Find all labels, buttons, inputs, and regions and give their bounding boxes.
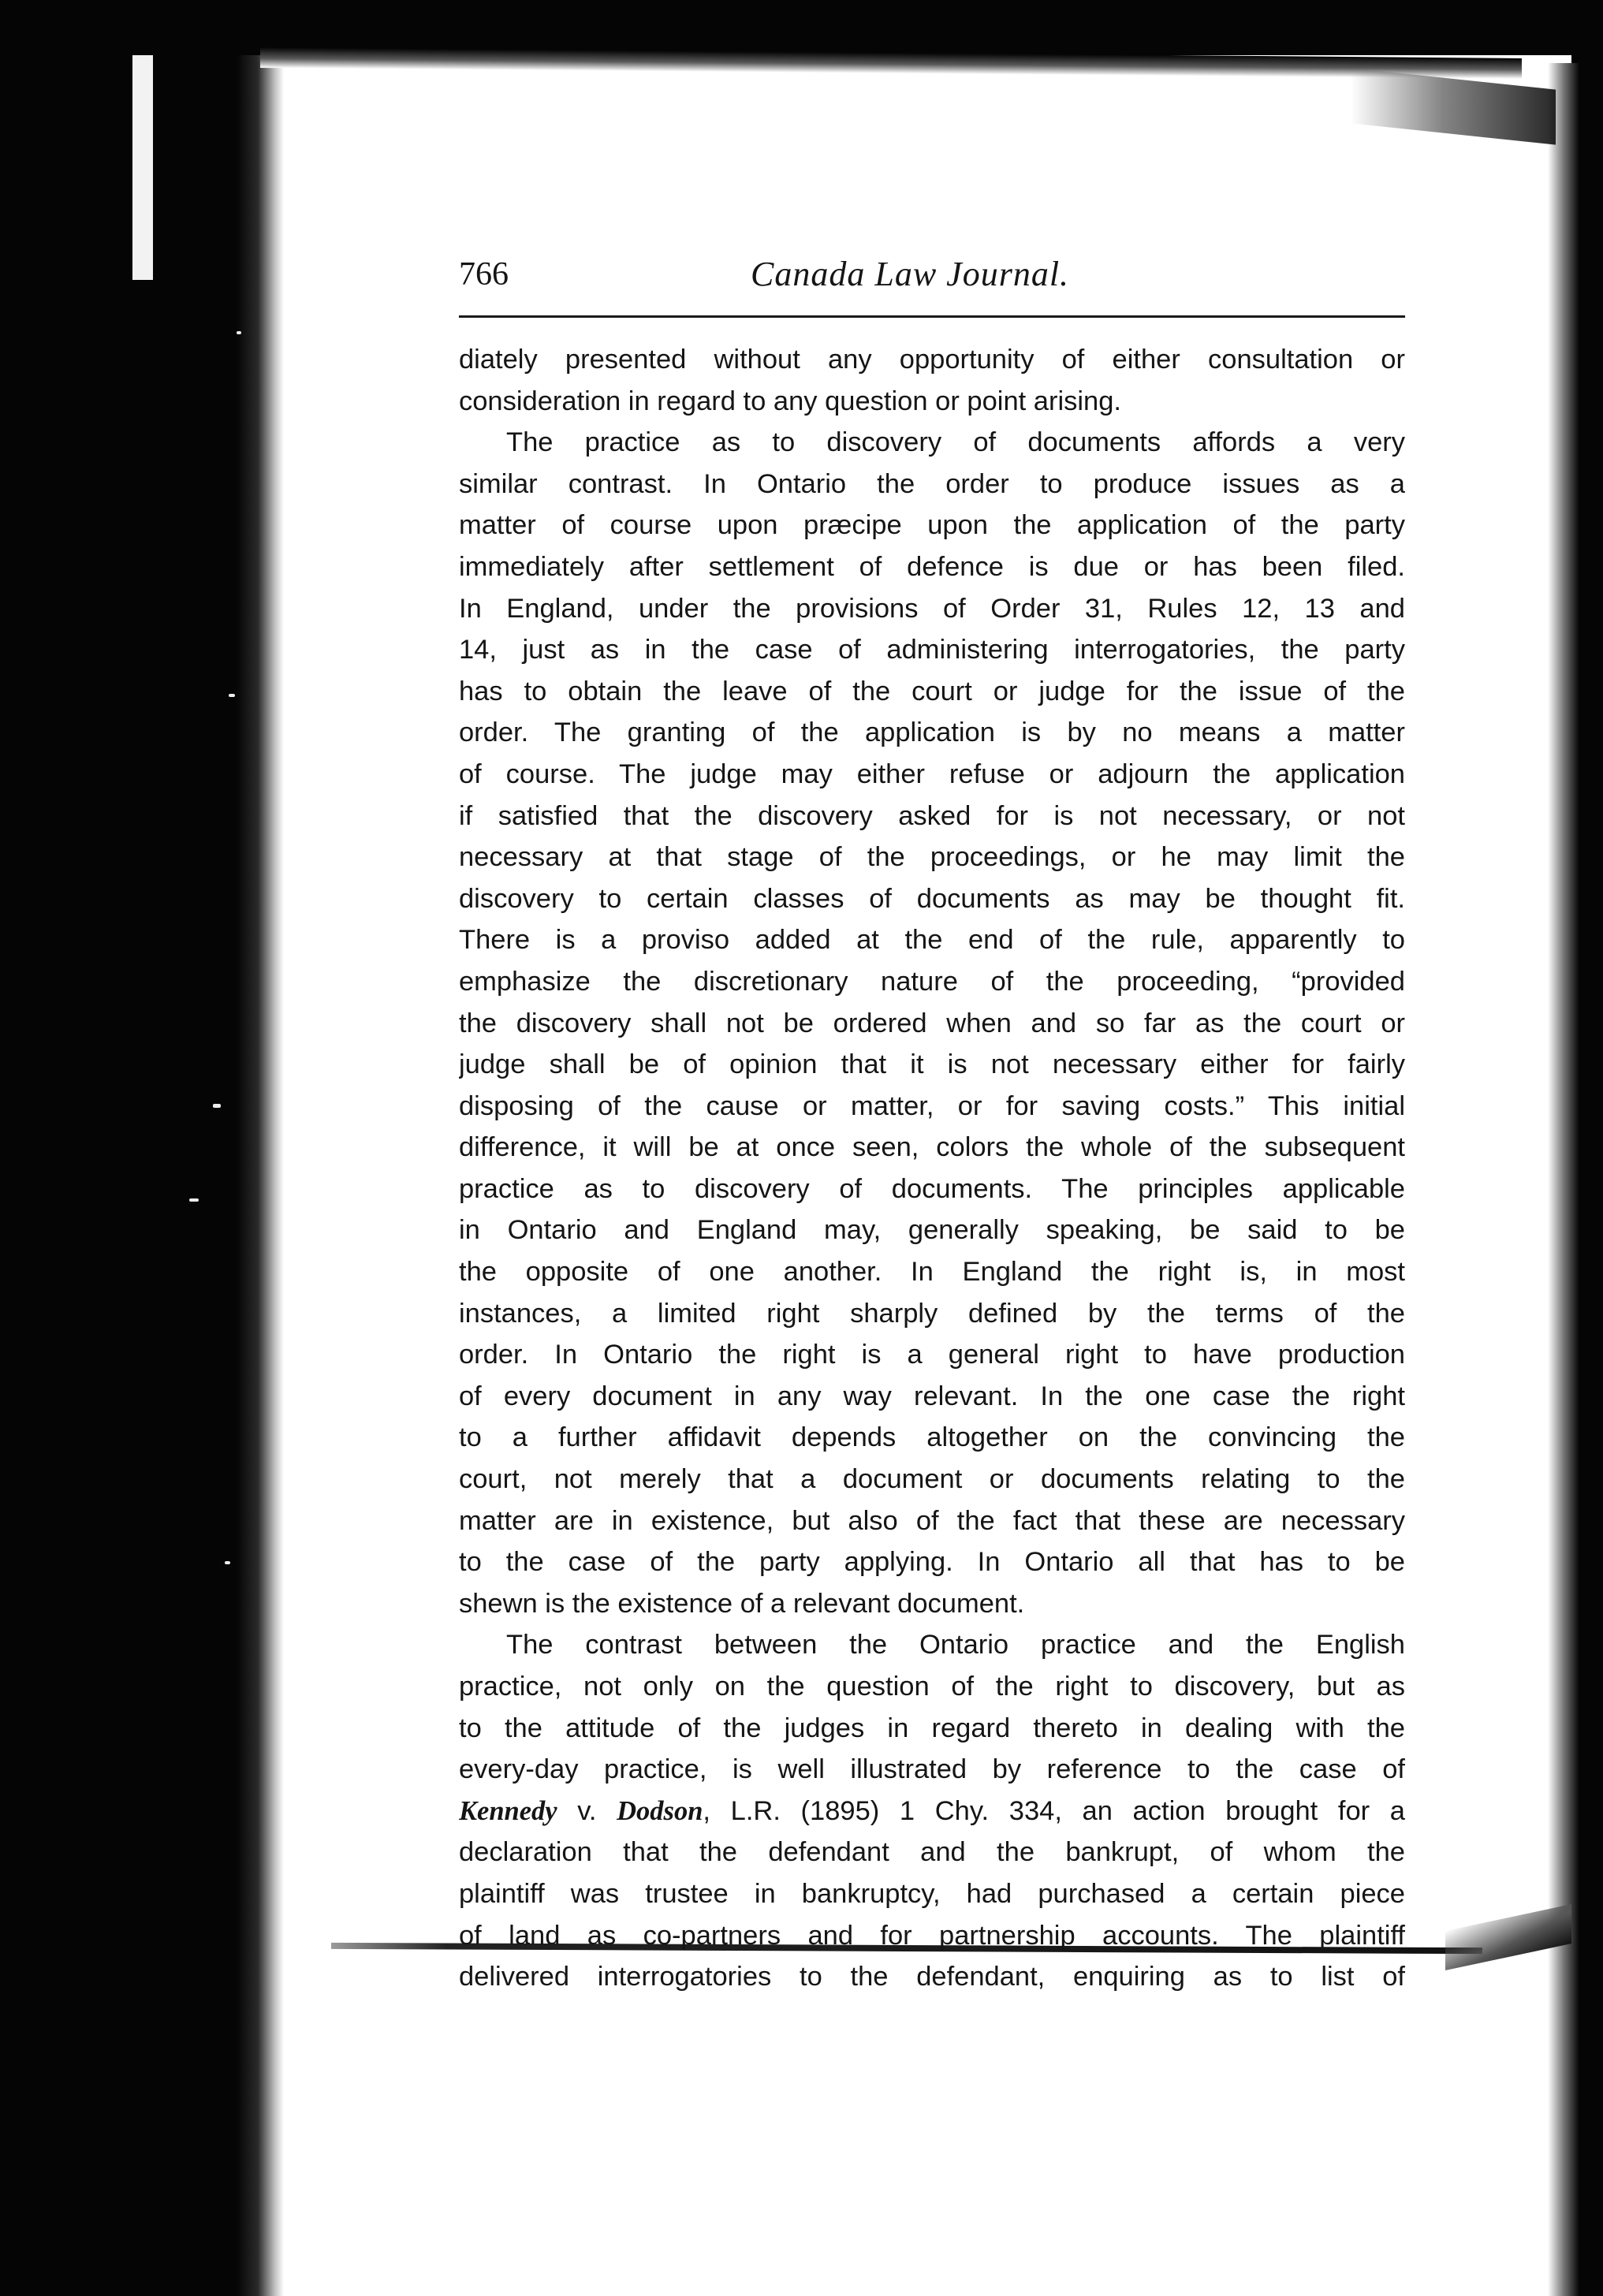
- text-line: matter are in existence, but also of the fact that these are necessary: [459, 1505, 1405, 1536]
- scan-left-border: [0, 0, 260, 2296]
- scan-top-border: [0, 0, 1603, 55]
- journal-title: Canada Law Journal.: [751, 255, 1070, 293]
- text-line: the discovery shall not be ordered when and so far as the court or: [459, 1008, 1405, 1038]
- text-line: if satisfied that the discovery asked for is not necessary, or not: [459, 800, 1405, 831]
- text-line: plaintiff was trustee in bankruptcy, had purchased a certain piece: [459, 1878, 1405, 1909]
- text-line: order. The granting of the application is by no means a matter: [459, 718, 1405, 748]
- text-line: the opposite of one another. In England the right is, in most: [459, 1257, 1405, 1288]
- text-line: has to obtain the leave of the court or judge for the issue of the: [459, 676, 1405, 706]
- text-line: to a further affidavit depends altogether on the convincing the: [459, 1422, 1405, 1453]
- scan-left-strip: [132, 43, 153, 280]
- text-line: disposing of the cause or matter, or for saving costs.” This initial: [459, 1090, 1405, 1121]
- text-line: There is a proviso added at the end of the rule, apparently to: [459, 925, 1405, 956]
- scan-right-edge: [1548, 63, 1579, 2296]
- text-line: of land as co-partners and for partnership accounts. The plaintiff: [459, 1920, 1405, 1951]
- text-line: judge shall be of opinion that it is not necessary either for fairly: [459, 1049, 1405, 1080]
- text-line: practice, not only on the question of the right to discovery, but as: [459, 1672, 1405, 1702]
- text-line: of course. The judge may either refuse or adjourn the application: [459, 758, 1405, 789]
- scan-left-edge: [237, 0, 284, 2296]
- text-line: declaration that the defendant and the bankrupt, of whom the: [459, 1837, 1405, 1868]
- text-line: instances, a limited right sharply defined by the terms of the: [459, 1298, 1405, 1329]
- text-line: to the case of the party applying. In Ontario all that has to be: [459, 1547, 1405, 1578]
- page-number: 766: [459, 256, 509, 293]
- text-line: difference, it will be at once seen, colors the whole of the subsequent: [459, 1132, 1405, 1163]
- text-line-with-case: Kennedy v. Dodson, L.R. (1895) 1 Chy. 334, an action brought for a: [459, 1795, 1405, 1826]
- text-line: matter of course upon præcipe upon the application of the party: [459, 510, 1405, 541]
- scan-speck: [213, 1104, 221, 1108]
- scan-speck: [229, 694, 235, 697]
- text-line: practice as to discovery of documents. The principles applicable: [459, 1173, 1405, 1204]
- text-line: delivered interrogatories to the defendant, enquiring as to list of: [459, 1962, 1405, 1992]
- printed-page: [459, 251, 1405, 1992]
- running-head: [459, 251, 1405, 306]
- text-line: similar contrast. In Ontario the order to produce issues as a: [459, 468, 1405, 499]
- text-line: The contrast between the Ontario practice and the English: [506, 1630, 1405, 1660]
- text-line: to the attitude of the judges in regard thereto in dealing with the: [459, 1713, 1405, 1743]
- text-line: in Ontario and England may, generally speaking, be said to be: [459, 1215, 1405, 1246]
- text-line: discovery to certain classes of documents as may be thought fit.: [459, 883, 1405, 914]
- text-line: court, not merely that a document or documents relating to the: [459, 1464, 1405, 1495]
- text-line: every-day practice, is well illustrated by reference to the case of: [459, 1754, 1405, 1785]
- text-line: consideration in regard to any question or point arising.: [459, 386, 1122, 416]
- scan-speck: [237, 331, 241, 334]
- body-text: [459, 339, 1405, 1998]
- text-line: The practice as to discovery of documents affords a very: [506, 427, 1405, 458]
- text-line: shewn is the existence of a relevant document.: [459, 1588, 1025, 1619]
- text-line: immediately after settlement of defence is due or has been filed.: [459, 551, 1405, 582]
- text-line: necessary at that stage of the proceedings, or he may limit the: [459, 842, 1405, 873]
- text-line: order. In Ontario the right is a general right to have production: [459, 1340, 1405, 1370]
- text-line: of every document in any way relevant. In the one case the right: [459, 1381, 1405, 1411]
- scan-corner-shadow: [1351, 68, 1556, 144]
- text-line: In England, under the provisions of Order 31, Rules 12, 13 and: [459, 593, 1405, 624]
- scan-speck: [189, 1198, 199, 1202]
- text-line: emphasize the discretionary nature of the proceeding, “provided: [459, 966, 1405, 997]
- case-name-defendant: Dodson: [617, 1795, 703, 1826]
- case-name-plaintiff: Kennedy: [459, 1795, 557, 1826]
- scan-speck: [225, 1561, 230, 1564]
- text-line: diately presented without any opportunity of either consultation or: [459, 345, 1405, 375]
- text-line: 14, just as in the case of administering interrogatories, the party: [459, 635, 1405, 665]
- header-rule: [459, 315, 1405, 318]
